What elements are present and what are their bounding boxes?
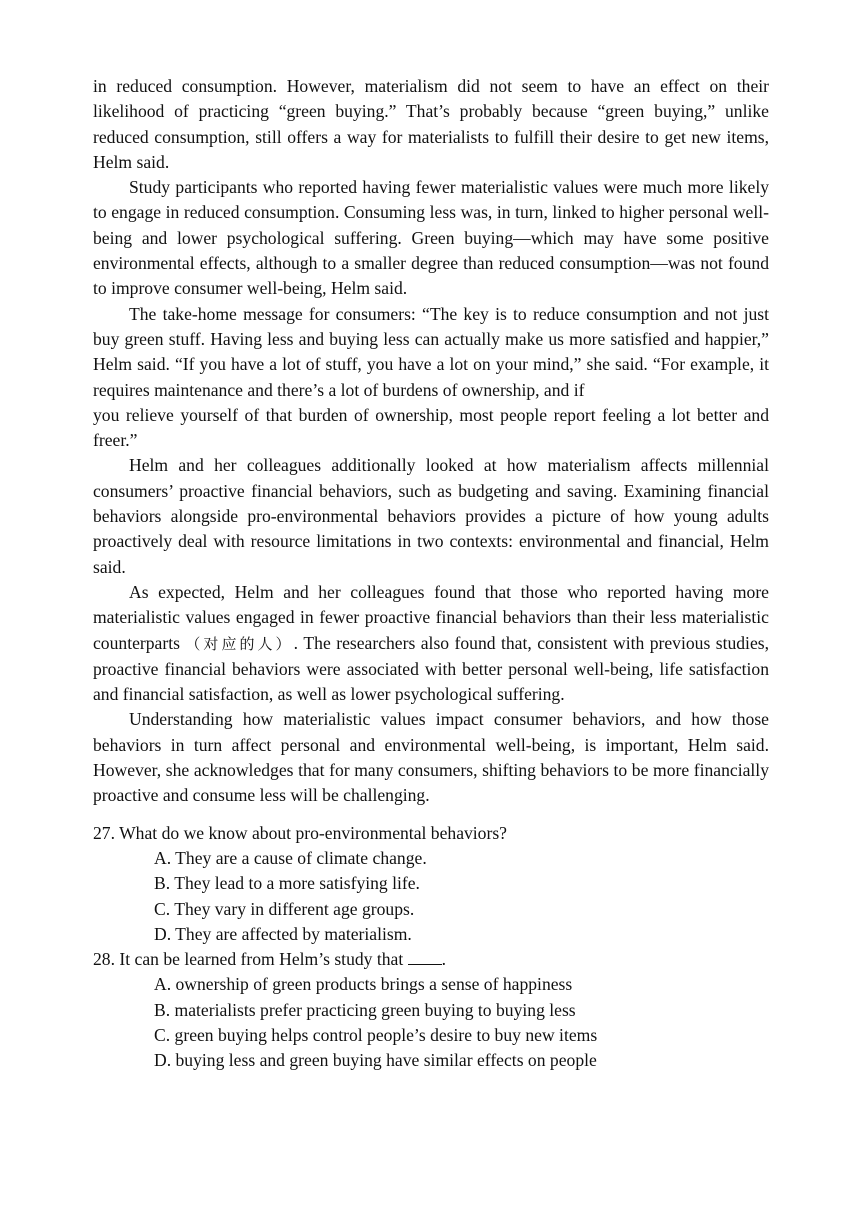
option-c: C. green buying helps control people’s desire to buy new items <box>154 1024 598 1045</box>
paragraph-6: Understanding how materialistic values impact consumer behaviors, and how those behaviors in turn affect personal and environmental well-being, is important, Helm said. However, she acknowledges that for many consumers, shifting behaviors to be more financially proactive and consume less will be challenging. <box>93 709 769 806</box>
option-d: D. They are affected by materialism. <box>154 923 412 944</box>
paragraph-5-text-a: As expected, Helm and her colleagues found that those who reported having more materialistic values engaged in fewer proactive financial behaviors than their less materialistic counterparts <box>93 581 769 653</box>
question-list <box>93 821 769 1074</box>
option-a: A. ownership of green products brings a sense of happiness <box>154 974 573 995</box>
paragraph-5 <box>93 580 769 707</box>
document-page <box>93 74 769 1074</box>
paragraph-4: Helm and her colleagues additionally looked at how materialism affects millennial consumers’ proactive financial behaviors, such as budgeting and saving. Examining financial behaviors alongside pro-environmental behaviors provides a picture of how young adults proactively deal with resource limitations in two contexts: environmental and financial, Helm said. <box>93 455 769 577</box>
chinese-gloss: （对应的人） <box>185 634 294 653</box>
option-b: B. They lead to a more satisfying life. <box>154 873 420 894</box>
paragraph-2: Study participants who reported having fewer materialistic values were much more likely to engage in reduced consumption. Consuming less was, in turn, linked to higher personal well-being and lower psychological suffering. Green buying—which may have some positive environmental effects, although to a smaller degree than reduced consumption—was not found to improve consumer well-being, Helm said. <box>93 177 769 299</box>
question-28 <box>93 947 769 1073</box>
paragraph-3: The take-home message for consumers: “The key is to reduce consumption and not just buy green stuff. Having less and buying less can actually make us more satisfied and happier,” Helm said. “If you have a lot of stuff, you have a lot on your mind,” she said. “For example, it requires maintenance and there’s a lot of burdens of ownership, and if <box>93 303 769 400</box>
question-stem <box>93 947 769 972</box>
option-d: D. buying less and green buying have similar effects on people <box>154 1050 597 1071</box>
reading-passage <box>93 74 769 809</box>
paragraph-1: in reduced consumption. However, materialism did not seem to have an effect on their likelihood of practicing “green buying.” That’s probably because “green buying,” unlike reduced consumption, still offers a way for materialists to fulfill their desire to get new items, Helm said. <box>93 76 769 172</box>
paragraph-5-text-b: . The researchers also found that, consistent with previous studies, proactive financial behaviors were associated with better personal well-being, life satisfaction and financial satisfaction, as well as lower psychological suffering. <box>93 632 769 705</box>
question-stem-end: . <box>441 949 447 970</box>
option-a: A. They are a cause of climate change. <box>154 847 427 868</box>
option-c: C. They vary in different age groups. <box>154 898 415 919</box>
question-stem: 27. What do we know about pro-environmental behaviors? <box>93 822 507 843</box>
paragraph-3-continued: you relieve yourself of that burden of ownership, most people report feeling a lot better and freer.” <box>93 404 769 451</box>
answer-blank <box>408 950 442 965</box>
question-27 <box>93 821 769 947</box>
option-b: B. materialists prefer practicing green buying to buying less <box>154 999 576 1020</box>
question-stem-text: 28. It can be learned from Helm’s study that <box>93 949 408 970</box>
